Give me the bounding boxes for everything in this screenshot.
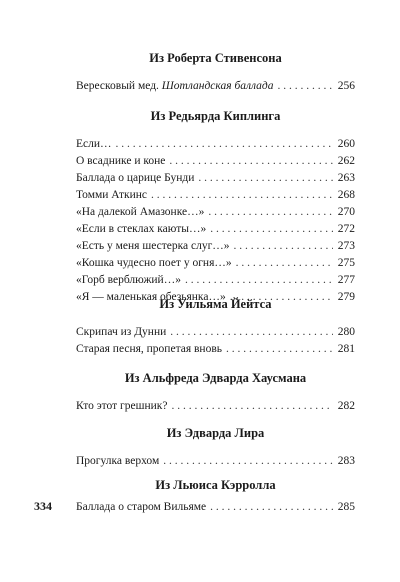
dot-leader	[236, 255, 333, 272]
dot-leader	[210, 499, 333, 516]
toc-section-lear	[76, 425, 355, 470]
section-heading: Из Роберта Стивенсона	[149, 51, 282, 65]
toc-entry	[76, 499, 355, 516]
dot-leader	[169, 153, 333, 170]
entry-title: «Я — маленькая обезьянка…»	[76, 291, 226, 303]
entry-page-number: 282	[337, 400, 355, 412]
dot-leader	[170, 324, 333, 341]
entry-title: «Кошка чудесно поет у огня…»	[76, 257, 232, 269]
entry-title	[76, 78, 273, 95]
entry-title: Кто этот грешник?	[76, 400, 168, 412]
entry-title: О всаднике и коне	[76, 155, 166, 167]
dot-leader	[234, 238, 333, 255]
toc-section-stevenson	[76, 50, 355, 95]
entry-page-number: 260	[337, 138, 355, 150]
entry-title: «Есть у меня шестерка слуг…»	[76, 240, 230, 252]
entry-page-number: 263	[337, 172, 355, 184]
entry-title: «Горб верблюжий…»	[76, 274, 181, 286]
toc-entry	[76, 187, 355, 204]
section-heading: Из Редьярда Киплинга	[150, 109, 281, 123]
toc-section-yeats	[76, 296, 355, 358]
entry-page-number: 262	[337, 155, 355, 167]
entry-title: Томми Аткинс	[76, 189, 148, 201]
toc-section-carroll	[76, 477, 355, 516]
dot-leader	[208, 204, 333, 221]
toc-entry	[76, 204, 355, 221]
entry-title: Баллада о царице Бунди	[76, 172, 195, 184]
entry-title: Старая песня, пропетая вновь	[76, 343, 223, 355]
entry-title: Скрипач из Дунни	[76, 326, 167, 338]
entry-page-number: 256	[337, 80, 355, 92]
section-heading: Из Альфреда Эдварда Хаусмана	[124, 371, 307, 385]
toc-entry	[76, 324, 355, 341]
toc-entry	[76, 341, 355, 358]
dot-leader	[171, 398, 333, 415]
toc-entry	[76, 221, 355, 238]
toc-entry	[76, 153, 355, 170]
dot-leader	[151, 187, 333, 204]
page-number: 334	[34, 499, 52, 513]
toc-section-kipling	[76, 108, 355, 306]
toc-entry	[76, 453, 355, 470]
dot-leader	[226, 341, 333, 358]
entry-title-italic: Шотландская баллада	[161, 80, 274, 92]
entry-page-number: 280	[337, 326, 355, 338]
dot-leader	[185, 272, 333, 289]
section-heading: Из Уильяма Йейтса	[159, 297, 272, 311]
dot-leader	[277, 78, 333, 95]
dot-leader	[163, 453, 333, 470]
toc-entry	[76, 255, 355, 272]
toc-entry	[76, 272, 355, 289]
entry-page-number: 283	[337, 455, 355, 467]
entry-title: «На далекой Амазонке…»	[76, 206, 205, 218]
section-heading: Из Эдварда Лира	[166, 426, 265, 440]
toc-entry	[76, 136, 355, 153]
entry-page-number: 279	[337, 291, 355, 303]
entry-page-number: 268	[337, 189, 355, 201]
toc-entry	[76, 398, 355, 415]
dot-leader	[116, 136, 333, 153]
entry-title-plain: Вересковый мед.	[76, 80, 162, 92]
entry-page-number: 273	[337, 240, 355, 252]
entry-page-number: 270	[337, 206, 355, 218]
entry-page-number: 285	[337, 501, 355, 513]
toc-entry	[76, 238, 355, 255]
dot-leader	[198, 170, 333, 187]
toc-section-housman	[76, 370, 355, 415]
entry-page-number: 275	[337, 257, 355, 269]
entry-page-number: 277	[337, 274, 355, 286]
toc-entry	[76, 78, 355, 95]
entry-title: Прогулка верхом	[76, 455, 160, 467]
entry-title: «Если в стеклах каюты…»	[76, 223, 207, 235]
entry-page-number: 272	[337, 223, 355, 235]
entry-title: Баллада о старом Вильяме	[76, 501, 207, 513]
dot-leader	[210, 221, 333, 238]
entry-page-number: 281	[337, 343, 355, 355]
toc-entry	[76, 170, 355, 187]
section-heading: Из Льюиса Кэрролла	[155, 478, 276, 492]
entry-title: Если…	[76, 138, 112, 150]
